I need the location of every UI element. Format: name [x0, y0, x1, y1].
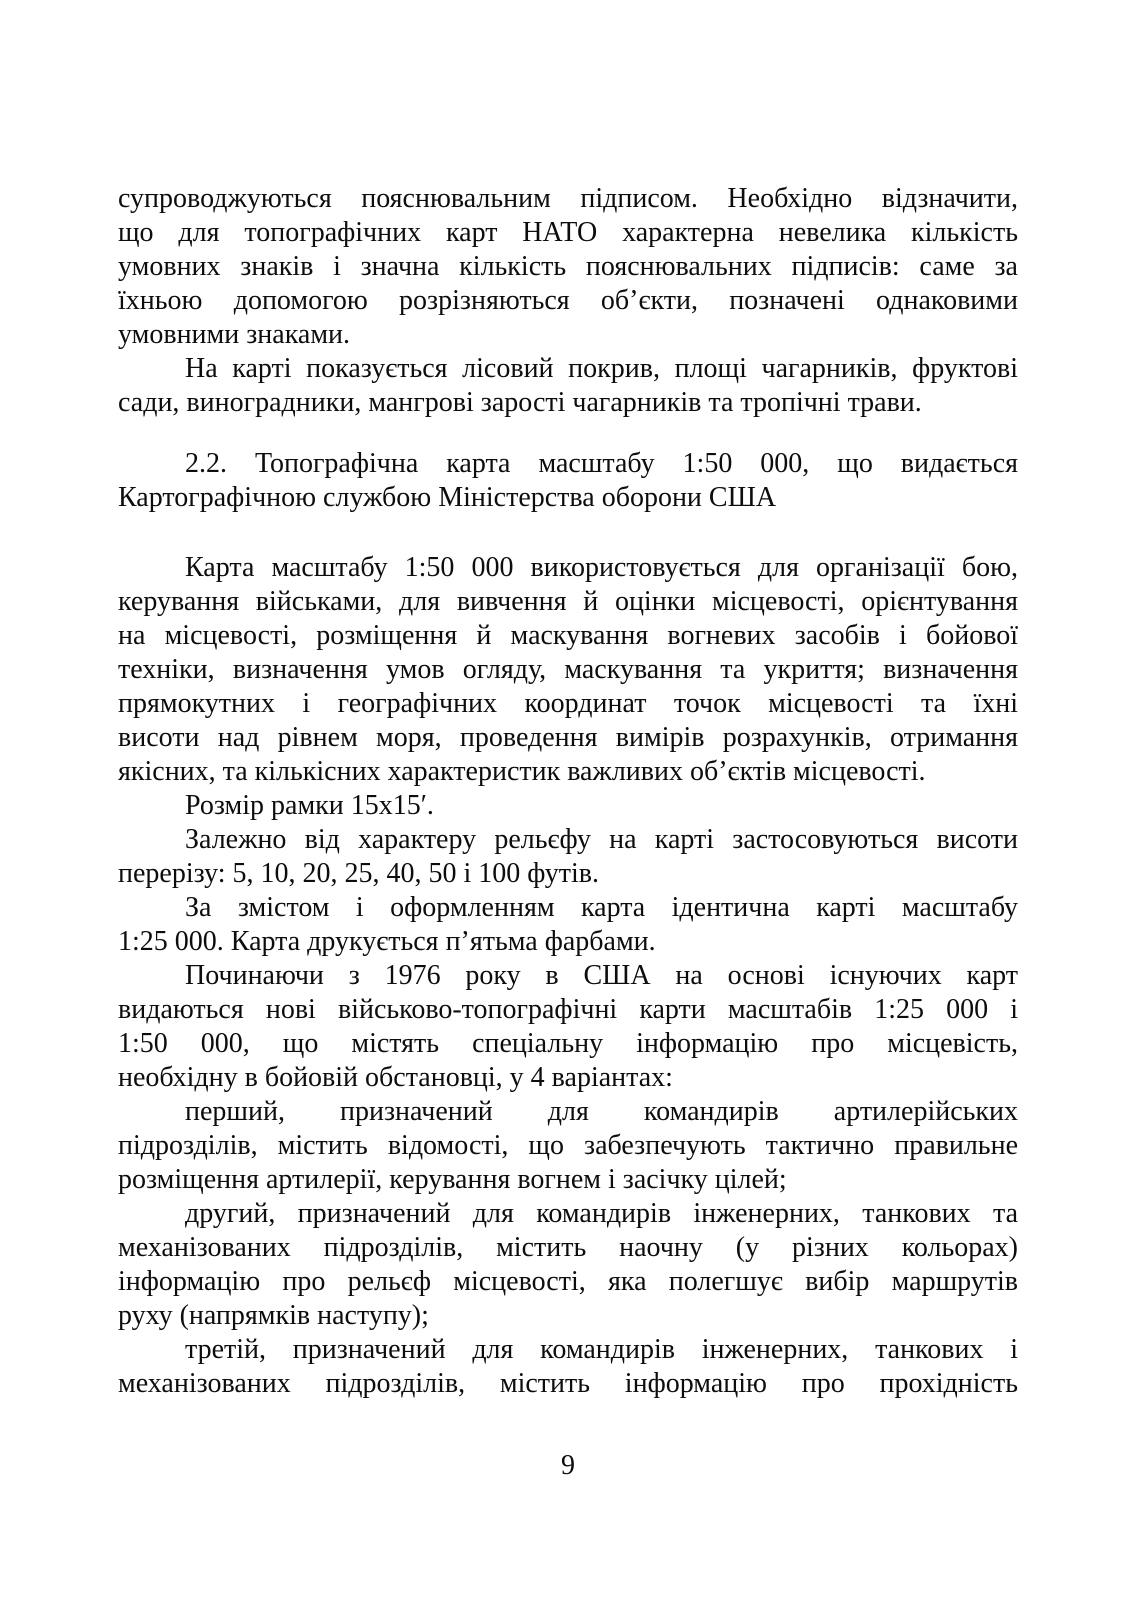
text-line: Розмір рамки 15х15′.: [185, 790, 434, 821]
text-line: супроводжуються пояснювальним підписом. Необхідно відзначити,: [118, 183, 1018, 214]
paragraph: [118, 789, 1018, 823]
text-line: умовних знаків і значна кількість пояснювальних підписів: саме за: [118, 251, 1018, 282]
text-line: інформацію про рельєф місцевості, яка полегшує вибір маршрутів: [118, 1266, 1018, 1297]
text-line: керування військами, для вивчення й оцінки місцевості, орієнтування: [118, 586, 1018, 617]
paragraph: [118, 959, 1018, 1095]
text-line: третій, призначений для командирів інженерних, танкових і: [185, 1334, 1018, 1365]
text-line: висоти над рівнем моря, проведення вимірів розрахунків, отримання: [118, 722, 1018, 753]
text-line: руху (напрямків наступу);: [118, 1300, 429, 1331]
text-line: перший, призначений для командирів артилерійських: [185, 1096, 1018, 1127]
section-heading: [118, 447, 1018, 515]
text-line: За змістом і оформленням карта ідентична карті масштабу: [185, 892, 1018, 923]
text-line: Картографічною службою Міністерства оборони США: [118, 482, 777, 513]
text-line: їхньою допомогою розрізняються об’єкти, позначені однаковими: [118, 285, 1018, 316]
text-line: 1:50 000, що містять спеціальну інформацію про місцевість,: [118, 1028, 1018, 1059]
text-line: умовними знаками.: [118, 319, 351, 350]
text-line: техніки, визначення умов огляду, маскування та укриття; визначення: [118, 654, 1018, 685]
paragraph: [118, 1197, 1018, 1333]
text-line: Карта масштабу 1:50 000 використовується для організації бою,: [185, 552, 1018, 583]
paragraph: [118, 182, 1018, 352]
page-text: [118, 182, 1018, 1401]
text-line: другий, призначений для командирів інженерних, танкових та: [185, 1198, 1018, 1229]
text-line: на місцевості, розміщення й маскування вогневих засобів і бойової: [118, 620, 1018, 651]
text-line: 2.2. Топографічна карта масштабу 1:50 000, що видається: [185, 448, 1018, 479]
paragraph: [118, 1333, 1018, 1401]
page-number: 9: [561, 1450, 575, 1481]
text-line: сади, виноградники, мангрові зарості чагарників та тропічні трави.: [118, 387, 922, 418]
text-line: видаються нові військово-топографічні карти масштабів 1:25 000 і: [118, 994, 1018, 1025]
paragraph: [118, 352, 1018, 420]
text-line: необхідну в бойовій обстановці, у 4 варіантах:: [118, 1062, 673, 1093]
text-line: механізованих підрозділів, містить інформацію про прохідність: [118, 1368, 1018, 1399]
paragraph: [118, 823, 1018, 891]
text-line: прямокутних і географічних координат точок місцевості та їхні: [118, 688, 1018, 719]
text-line: 1:25 000. Карта друкується п’ятьма фарбами.: [118, 926, 656, 957]
text-line: Починаючи з 1976 року в США на основі існуючих карт: [185, 960, 1018, 991]
text-line: перерізу: 5, 10, 20, 25, 40, 50 і 100 футів.: [118, 858, 599, 889]
text-line: Залежно від характеру рельєфу на карті застосовуються висоти: [185, 824, 1018, 855]
paragraph: [118, 551, 1018, 789]
text-line: розміщення артилерії, керування вогнем і засічку цілей;: [118, 1164, 787, 1195]
text-line: підрозділів, містить відомості, що забезпечують тактично правильне: [118, 1130, 1018, 1161]
paragraph: [118, 891, 1018, 959]
text-line: На карті показується лісовий покрив, площі чагарників, фруктові: [185, 353, 1018, 384]
text-line: якісних, та кількісних характеристик важливих об’єктів місцевості.: [118, 756, 926, 787]
text-line: що для топографічних карт НАТО характерна невелика кількість: [118, 217, 1018, 248]
text-line: механізованих підрозділів, містить наочну (у різних кольорах): [118, 1232, 1018, 1263]
paragraph: [118, 1095, 1018, 1197]
